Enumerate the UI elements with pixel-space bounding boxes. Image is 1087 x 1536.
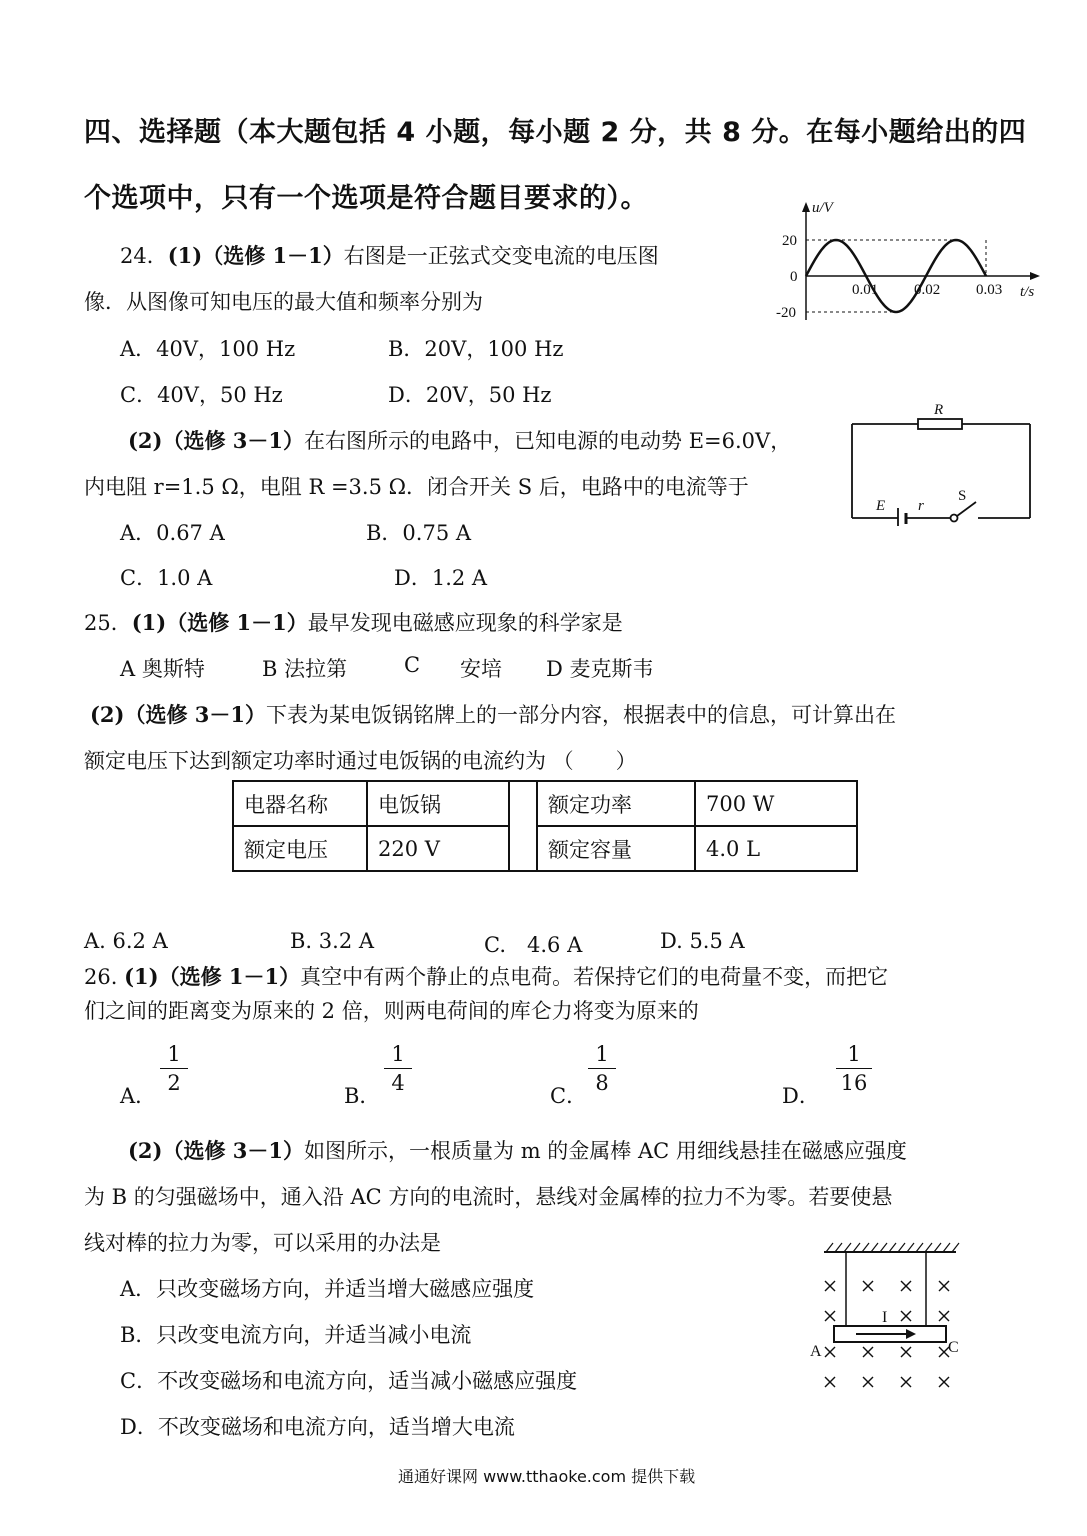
- hatch-line: [844, 1243, 851, 1252]
- table-cell: 电器名称: [233, 781, 367, 826]
- q24-p2-option-d[interactable]: D．1.2 A: [394, 566, 488, 590]
- hatch-line: [916, 1243, 923, 1252]
- table-spacer: [509, 781, 537, 826]
- q25-part1-text: 最早发现电磁感应现象的科学家是: [307, 611, 623, 635]
- y-tick-label: -20: [776, 305, 796, 321]
- q24-part1: [120, 240, 659, 270]
- q24-part1-text2: 像．从图像可知电压的最大值和频率分别为: [84, 290, 483, 314]
- switch-pivot: [951, 515, 958, 522]
- fraction-bar: [588, 1068, 616, 1069]
- q24-p2-option-b[interactable]: B．0.75 A: [366, 521, 472, 545]
- q26-number: 26.: [84, 965, 118, 989]
- label-S: S: [958, 488, 967, 504]
- table-cell: 额定电压: [233, 826, 367, 871]
- table-spacer: [509, 826, 537, 871]
- q26-p2-option-d[interactable]: D．不改变磁场和电流方向，适当增大电流: [120, 1415, 515, 1439]
- voltage-graph: [770, 196, 1050, 332]
- x-axis-label: t/s: [1020, 284, 1035, 300]
- q26-option-a-label[interactable]: A．: [120, 1084, 157, 1108]
- section-heading-line2: 个选项中，只有一个选项是符合题目要求的）。: [84, 183, 648, 214]
- fraction-bar: [836, 1068, 872, 1069]
- q24-option-a[interactable]: A．40V，100 Hz: [120, 337, 296, 361]
- q26-part1-text2: 们之间的距离变为原来的 2 倍，则两电荷间的库仑力将变为原来的: [84, 999, 699, 1023]
- q24-p2-option-a[interactable]: A．0.67 A: [120, 521, 225, 545]
- q25-option-c-letter[interactable]: C: [404, 653, 421, 677]
- y-tick-label: 0: [790, 269, 798, 285]
- q25-p2-option-c[interactable]: C. 4.6 A: [484, 933, 583, 957]
- x-tick-label: 0.03: [976, 282, 1003, 298]
- q26-option-c-fraction[interactable]: [588, 1042, 616, 1095]
- q24-option-b[interactable]: B．20V，100 Hz: [388, 337, 564, 361]
- current-label: I: [882, 1309, 888, 1326]
- q26-option-d-label[interactable]: D．: [782, 1084, 820, 1108]
- hatch-line: [898, 1243, 905, 1252]
- q26-option-b-fraction[interactable]: [384, 1042, 412, 1095]
- denominator: 16: [840, 1071, 868, 1095]
- hatch-line: [925, 1243, 932, 1252]
- q25-p2-option-a[interactable]: A. 6.2 A: [84, 929, 168, 953]
- q25-option-d[interactable]: D 麦克斯韦: [546, 657, 654, 681]
- table-row: [233, 826, 857, 871]
- q26-part2-tag: (2)（选修 3－1）: [128, 1138, 305, 1163]
- label-E: E: [876, 498, 886, 514]
- hatch-line: [934, 1243, 941, 1252]
- q26-option-c-label[interactable]: C．: [550, 1084, 588, 1108]
- q24-part2-tag: (2)（选修 3－1）: [128, 428, 305, 453]
- q25-part2-tag: (2)（选修 3－1）: [90, 702, 267, 727]
- switch-blade: [957, 502, 976, 516]
- q25-option-b[interactable]: B 法拉第: [262, 657, 348, 681]
- q24-part2-text: 在右图所示的电路中，已知电源的电动势 E=6.0V，: [304, 429, 792, 453]
- q26-option-b-label[interactable]: B．: [344, 1084, 381, 1108]
- denominator: 2: [167, 1071, 181, 1095]
- hatch-line: [826, 1243, 833, 1252]
- hatch-line: [862, 1243, 869, 1252]
- hatch-line: [952, 1243, 959, 1252]
- hatch-line: [880, 1243, 887, 1252]
- table-row: [233, 781, 857, 826]
- numerator: 1: [391, 1042, 405, 1066]
- resistor-R: [918, 419, 962, 429]
- hatch-line: [889, 1243, 896, 1252]
- q26-part1-tag: (1)（选修 1－1）: [124, 964, 301, 989]
- q26-option-d-fraction[interactable]: [836, 1042, 872, 1095]
- table-cell: 220 V: [367, 826, 509, 871]
- table-cell: 额定功率: [537, 781, 695, 826]
- current-arrowhead: [906, 1329, 916, 1339]
- footer-credit: 通通好课网 www.tthaoke.com 提供下载: [398, 1467, 696, 1486]
- numerator: 1: [847, 1042, 861, 1066]
- q25-part2-text2: 额定电压下达到额定功率时通过电饭锅的电流约为 （ ）: [84, 749, 637, 773]
- q25-number: 25．: [84, 611, 132, 635]
- q26-part2-text3: 线对棒的拉力为零，可以采用的办法是: [84, 1231, 441, 1255]
- q24-option-d[interactable]: D．20V，50 Hz: [388, 383, 552, 407]
- x-axis-arrow: [1030, 272, 1040, 280]
- fraction-bar: [384, 1068, 412, 1069]
- denominator: 4: [391, 1071, 405, 1095]
- rice-cooker-spec-table: [232, 780, 858, 872]
- table-cell: 4.0 L: [695, 826, 857, 871]
- y-tick-label: 20: [782, 233, 797, 249]
- label-r: r: [918, 498, 924, 514]
- q25-option-a[interactable]: A 奥斯特: [120, 657, 205, 681]
- q24-number: 24．: [120, 244, 168, 268]
- q26-part2: [128, 1135, 907, 1165]
- numerator: 1: [167, 1042, 181, 1066]
- denominator: 8: [595, 1071, 609, 1095]
- q25-part1: [84, 607, 623, 637]
- end-c-label: C: [948, 1339, 959, 1356]
- fraction-bar: [160, 1068, 188, 1069]
- q25-p2-option-d[interactable]: D. 5.5 A: [660, 929, 745, 953]
- label-R: R: [934, 402, 944, 418]
- numerator: 1: [595, 1042, 609, 1066]
- q26-part1-text: 真空中有两个静止的点电荷。若保持它们的电荷量不变，而把它: [300, 965, 889, 989]
- y-axis-label: u/V: [812, 200, 833, 216]
- q25-p2-option-b[interactable]: B. 3.2 A: [290, 929, 375, 953]
- x-tick-label: 0.01: [852, 282, 879, 298]
- q24-part2-text2: 内电阻 r=1.5 Ω，电阻 R =3.5 Ω．闭合开关 S 后，电路中的电流等于: [84, 475, 749, 499]
- q24-part2: [128, 425, 791, 455]
- q26-p2-option-c[interactable]: C．不改变磁场和电流方向，适当减小磁感应强度: [120, 1369, 578, 1393]
- q26-part2-text2: 为 B 的匀强磁场中，通入沿 AC 方向的电流时，悬线对金属棒的拉力不为零。若要使悬: [84, 1185, 893, 1209]
- q26-p2-option-b[interactable]: B．只改变电流方向，并适当减小电流: [120, 1323, 472, 1347]
- q26-part1: [84, 961, 888, 991]
- table-cell: 电饭锅: [367, 781, 509, 826]
- y-axis-arrow: [802, 202, 810, 212]
- circuit-diagram: [846, 400, 1036, 526]
- hatch-line: [907, 1243, 914, 1252]
- q24-part1-text: 右图是一正弦式交变电流的电压图: [343, 244, 659, 268]
- q24-p2-option-c[interactable]: C．1.0 A: [120, 566, 213, 590]
- hatch-line: [943, 1243, 950, 1252]
- hatch-line: [835, 1243, 842, 1252]
- q26-option-a-fraction[interactable]: [160, 1042, 188, 1095]
- q24-option-c[interactable]: C．40V，50 Hz: [120, 383, 283, 407]
- hatch-line: [853, 1243, 860, 1252]
- x-tick-label: 0.02: [914, 282, 941, 298]
- q26-p2-option-a[interactable]: A．只改变磁场方向，并适当增大磁感应强度: [120, 1277, 535, 1301]
- ceiling-hatching: [826, 1243, 959, 1252]
- q26-part2-text: 如图所示，一根质量为 m 的金属棒 AC 用细线悬挂在磁感应强度: [304, 1139, 907, 1163]
- section-heading-line1: 四、选择题（本大题包括 4 小题，每小题 2 分，共 8 分。在每小题给出的四: [84, 117, 1027, 148]
- q25-part1-tag: (1)（选修 1－1）: [131, 610, 308, 635]
- end-a-label: A: [810, 1343, 822, 1360]
- hatch-line: [871, 1243, 878, 1252]
- table-cell: 额定容量: [537, 826, 695, 871]
- q24-part1-tag: (1)（选修 1－1）: [167, 243, 344, 268]
- table-cell: 700 W: [695, 781, 857, 826]
- q25-option-c-text[interactable]: 安培: [460, 657, 502, 681]
- q25-part2-text: 下表为某电饭锅铭牌上的一部分内容，根据表中的信息，可计算出在: [266, 703, 897, 727]
- q25-part2: [90, 699, 896, 729]
- magnetic-field-diagram: [806, 1234, 966, 1394]
